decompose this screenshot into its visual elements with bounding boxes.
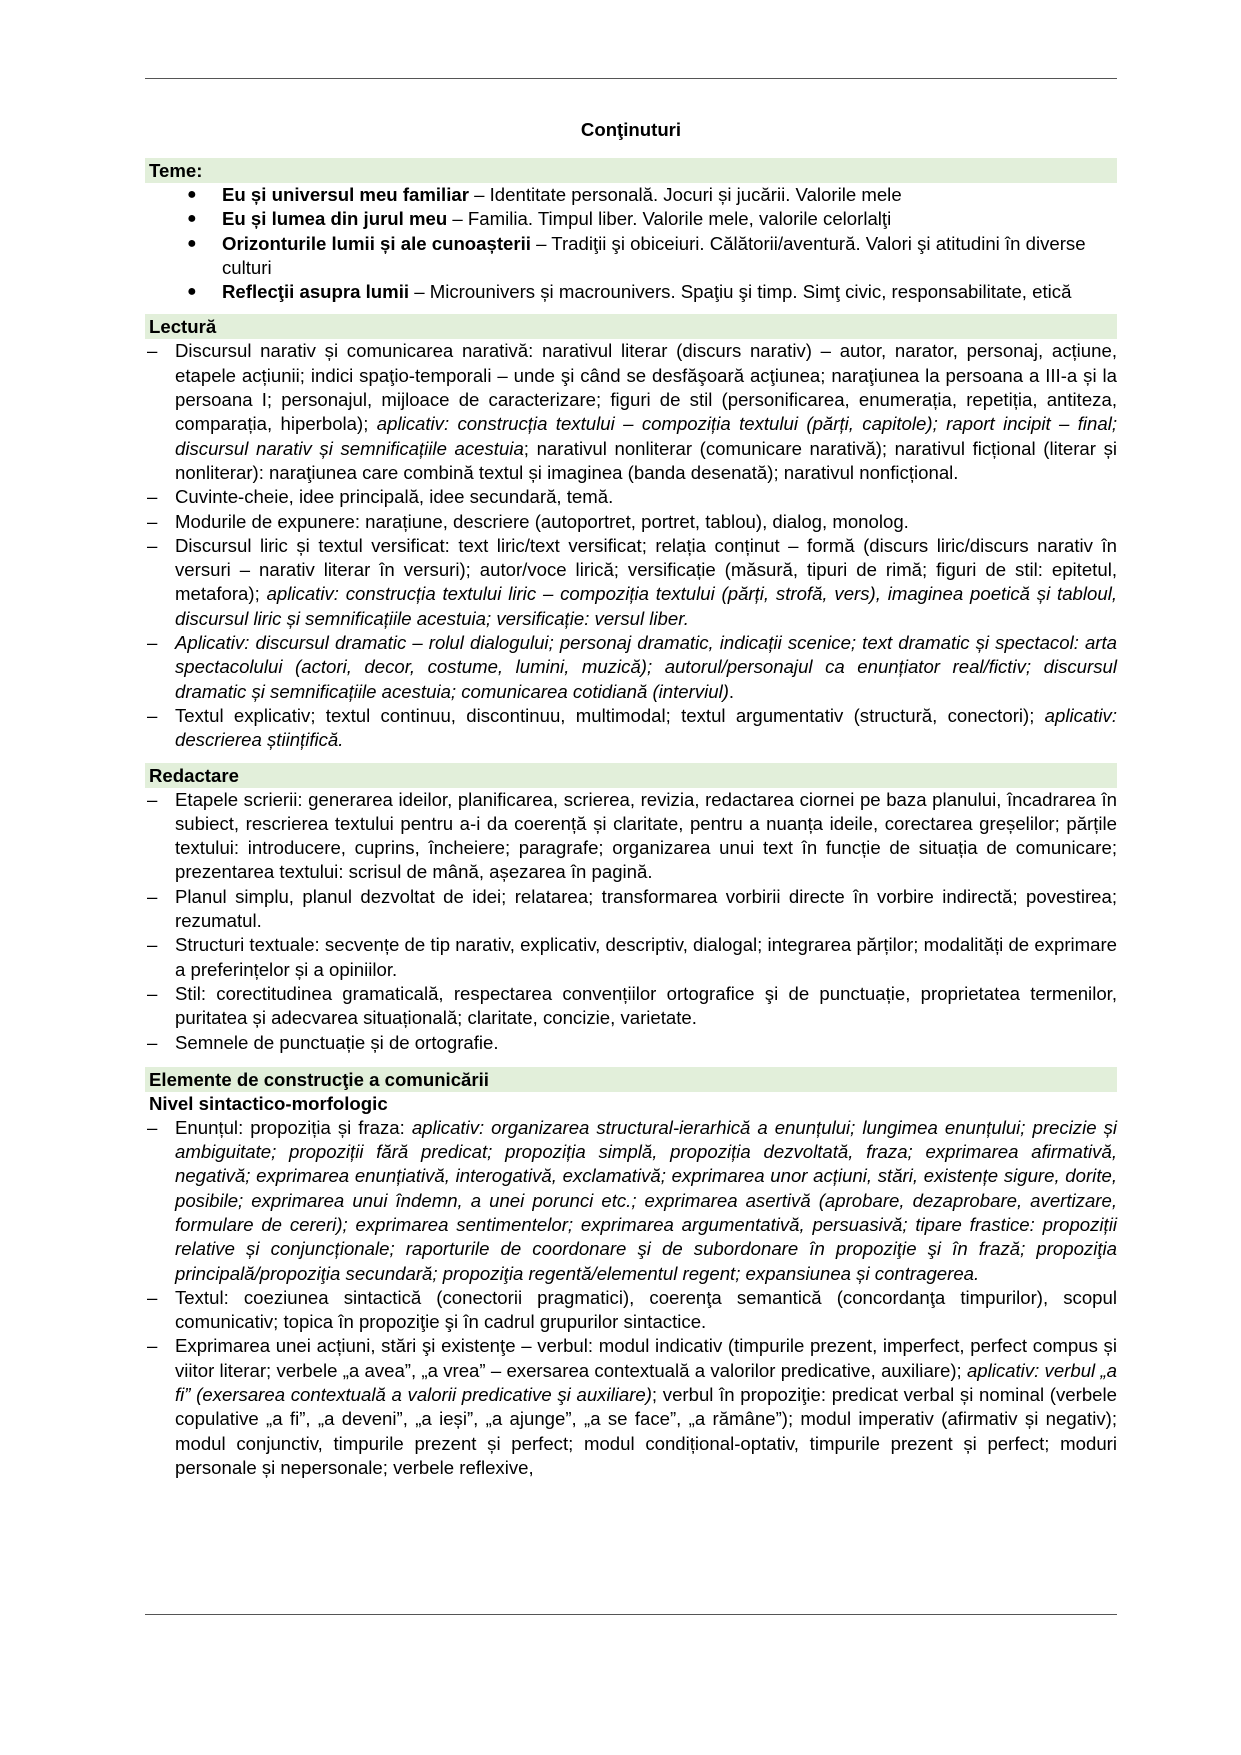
dash-icon: – xyxy=(147,934,158,956)
dash-icon: – xyxy=(147,1335,158,1357)
document-body xyxy=(145,118,1117,1480)
list-item: ● Eu și lumea din jurul meu – Familia. Timpul liber. Valorile mele, valorile celorlalţi xyxy=(145,207,1117,231)
page-title: Conţinuturi xyxy=(580,119,682,140)
list-item: – Cuvinte-cheie, idee principală, idee secundară, temă. xyxy=(145,485,1117,509)
bullet-icon: ● xyxy=(187,210,197,228)
dash-icon: – xyxy=(147,510,158,532)
dash-icon: – xyxy=(147,788,158,810)
dash-icon: – xyxy=(147,982,158,1004)
list-item: – Structuri textuale: secvențe de tip narativ, explicativ, descriptiv, dialogal; integrarea părților; modalități de exprimare a preferințelor și a opiniilor. xyxy=(147,934,1117,980)
list-item: – Stil: corectitudinea gramaticală, respectarea convențiilor ortografice şi de punctuație, proprietatea termenilor, puritatea și adecvarea situațională; claritate, concizie, varietate. xyxy=(147,982,1117,1029)
dash-icon: – xyxy=(147,1116,158,1138)
section-heading-lectura: Lectură xyxy=(145,314,1117,339)
section-heading-redactare: Redactare xyxy=(145,763,1117,788)
lectura-list xyxy=(145,339,1117,752)
list-item: – Planul simplu, planul dezvoltat de idei; relatarea; transformarea vorbirii directe în vorbire indirectă; povestirea; rezumatul. xyxy=(147,885,1117,932)
header-rule xyxy=(145,78,1117,79)
bullet-icon: ● xyxy=(187,283,197,301)
dash-icon: – xyxy=(147,340,158,362)
teme-list xyxy=(145,183,1117,304)
subsection-heading: Nivel sintactico-morfologic xyxy=(149,1092,388,1114)
dash-icon: – xyxy=(147,486,158,508)
bullet-icon: ● xyxy=(187,234,197,252)
list-item: – Enunțul: propoziția și fraza: aplicativ: organizarea structural-ierarhică a enunțului; lungimea enunțului; precizie și ambiguitate; propoziții fără predicat; propoziția simplă, propoziția dezvoltată, fraza; exprimarea afirmativă, negativă; exprimarea enunțiativă, interogativă, exclamativă; exprimarea unor acțiuni, stări, existențe sigure, dorite, posibile; exprimarea unui îndemn, a unei porunci etc.; exprimarea asertivă (aprobare, dezaprobare, avertizare, formulare de cereri); exprimarea sentimentelor; exprimarea argumentativă, persuasivă; tipare frastice: propoziții relative și conjuncționale; raporturile de coordonare şi de subordonare în propoziţie şi în frază; propoziţia principală/propoziţia secundară; propoziţia regentă/elementul regent; expansiunea și contragerea. xyxy=(147,1116,1117,1284)
dash-icon: – xyxy=(147,885,158,907)
list-item: – Discursul narativ și comunicarea narativă: narativul literar (discurs narativ) – autor, narator, personaj, acțiune, etapele acțiunii; indici spaţio-temporali – unde şi când se desfăşoară acţiunea; naraţiunea la persoana a III-a și la persoana I; personajul, mijloace de caracterizare; figuri de stil (personificarea, enumerația, repetiția, antiteza, comparația, hiperbola); aplicativ: construcția textului – compoziția textului (părți, capitole); raport incipit – final; discursul narativ și semnificațiile acestuia; narativul nonliterar (comunicare narativă); narativul ficțional (literar și nonliterar): naraţiunea care combină textul și imaginea (banda desenată); narativul nonficțional. xyxy=(147,340,1117,483)
list-item: – Textul explicativ; textul continuu, discontinuu, multimodal; textul argumentativ (structură, conectori); aplicativ: descrierea științifică. xyxy=(147,704,1117,751)
section-heading-elemente: Elemente de construcţie a comunicării xyxy=(145,1067,1117,1092)
list-item: ● Eu și universul meu familiar – Identitate personală. Jocuri și jucării. Valorile mele xyxy=(145,183,1117,207)
redactare-list xyxy=(145,788,1117,1055)
dash-icon: – xyxy=(147,1031,158,1053)
list-item: – Semnele de punctuație și de ortografie. xyxy=(145,1031,1117,1055)
list-item: – Discursul liric și textul versificat: text liric/text versificat; relația conținut – formă (discurs liric/discurs narativ în versuri – narativ literar în versuri); autor/voce lirică; versificație (măsură, tipuri de rimă; figuri de stil: epitetul, metafora); aplicativ: construcția textului liric – compoziția textului (părți, strofă, vers), imaginea poetică și tabloul, discursul liric și semnificațiile acestuia; versificație: versul liber. xyxy=(147,534,1118,629)
bullet-icon: ● xyxy=(187,186,197,203)
list-item: ● Orizonturile lumii și ale cunoașterii – Tradiţii şi obiceiuri. Călătorii/aventură. Valori şi atitudini în diverse culturi xyxy=(187,232,1086,278)
dash-icon: – xyxy=(147,1286,158,1308)
dash-icon: – xyxy=(147,704,158,726)
dash-icon: – xyxy=(147,534,158,556)
elemente-list xyxy=(145,1116,1117,1480)
footer-rule xyxy=(145,1614,1117,1615)
list-item: – Exprimarea unei acțiuni, stări şi existenţe – verbul: modul indicativ (timpurile prezent, imperfect, perfect compus și viitor literar; verbele „a avea”, „a vrea” – exersarea contextuală a valorilor predicative, auxiliare); aplicativ: verbul „a fi” (exersarea contextuală a valorii predicative şi auxiliare); verbul în propoziţie: predicat verbal și nominal (verbele copulative „a fi”, „a deveni”, „a ieși”, „a ajunge”, „a se face”, „a rămâne”); modul imperativ (afirmativ și negativ); modul conjunctiv, timpurile prezent și perfect; modul condițional-optativ, timpurile prezent și perfect; moduri personale și nepersonale; verbele reflexive, xyxy=(147,1335,1117,1478)
dash-icon: – xyxy=(147,632,158,654)
list-item: – Etapele scrierii: generarea ideilor, planificarea, scrierea, revizia, redactarea ciornei pe baza planului, încadrarea în subiect, rescrierea textului pentru a-i da coerență și claritate, pentru a nuanța ideile, corectarea greșelilor; părțile textului: introducere, cuprins, încheiere; paragrafe; organizarea unui text în funcție de situația de comunicare; prezentarea textului: scrisul de mână, așezarea în pagină. xyxy=(147,788,1117,883)
list-item: ● Reflecţii asupra lumii – Microunivers și macrounivers. Spaţiu şi timp. Simţ civic, responsabilitate, etică xyxy=(145,280,1117,304)
list-item: – Modurile de expunere: narațiune, descriere (autoportret, portret, tablou), dialog, monolog. xyxy=(145,510,1117,534)
list-item: – Aplicativ: discursul dramatic – rolul dialogului; personaj dramatic, indicații scenice; text dramatic și spectacol: arta spectacolului (actori, decor, costume, lumini, muzică); autorul/personajul ca enunțiator real/fictiv; discursul dramatic și semnificațiile acestuia; comunicarea cotidiană (interviul). xyxy=(147,632,1117,702)
section-heading-teme: Teme: xyxy=(145,158,1117,183)
list-item: – Textul: coeziunea sintactică (conectorii pragmatici), coerenţa semantică (concordanţa timpurilor), scopul comunicativ; topica în propoziţie şi în cadrul grupurilor sintactice. xyxy=(147,1286,1117,1333)
